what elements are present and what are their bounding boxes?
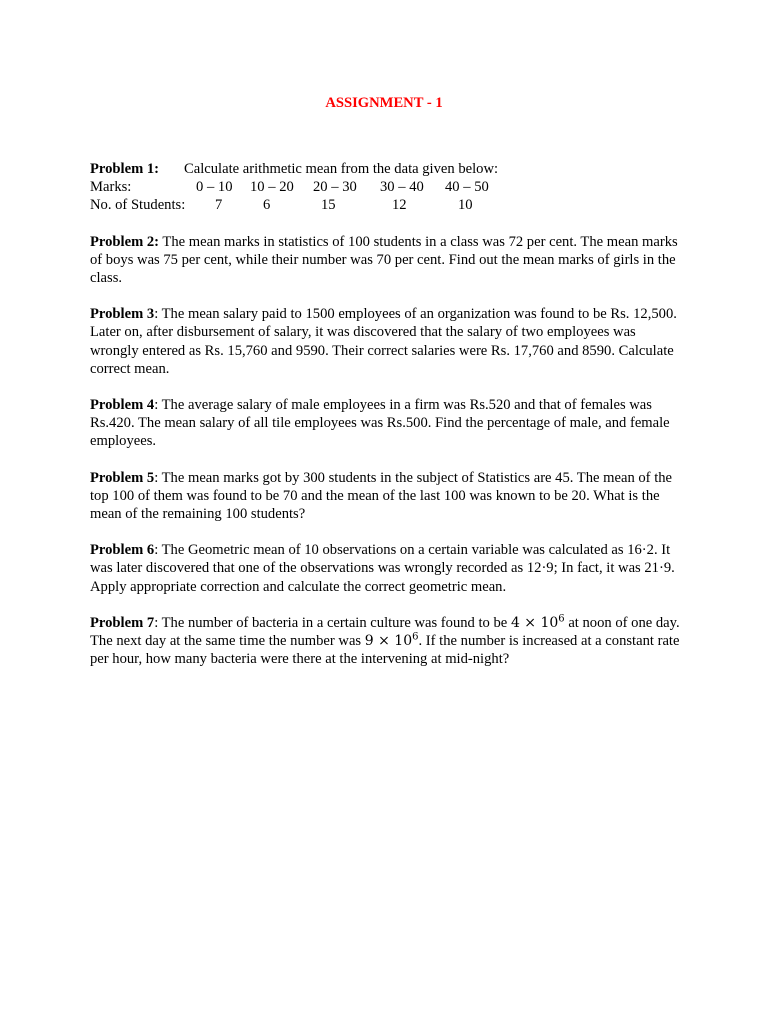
marks-class: 0 – 10: [196, 179, 233, 196]
students-count: 12: [392, 197, 407, 214]
problem-7-label: Problem 7: [90, 614, 155, 631]
problem-6-text: : The Geometric mean of 10 observations on a certain variable was calculated as 16·2. It was later discovered that one of the observations was wrongly recorded as 12·9; In fact, it was 21·9. Apply appropriate correction and calculate the correct geometric mean.: [90, 542, 675, 595]
problem-6: [90, 541, 680, 596]
problem-2-text: The mean marks in statistics of 100 students in a class was 72 per cent. The mean marks of boys was 75 per cent, while their number was 70 per cent. Find out the mean marks of girls in the class.: [90, 233, 678, 286]
problem-1-text: Calculate arithmetic mean from the data given below:: [184, 161, 499, 177]
problem-1-label: Problem 1:: [90, 161, 160, 177]
problem-4-label: Problem 4: [90, 397, 155, 413]
problem-2: [90, 233, 680, 288]
assignment-content: [90, 160, 680, 686]
problem-3-text: : The mean salary paid to 1500 employees of an organization was found to be Rs. 12,500. Later on, after disbursement of salary, it was discovered that the salary of two employees was wrongly entered as Rs. 15,760 and 9590. Their correct salaries were Rs. 17,760 and 8590. Calculate correct mean.: [90, 306, 677, 377]
bacteria-count-noon-exponent: 6: [558, 613, 565, 625]
problem-4: [90, 396, 680, 451]
students-count: 7: [215, 197, 223, 214]
problem-3: [90, 305, 680, 378]
marks-class: 10 – 20: [250, 179, 294, 196]
marks-row: [90, 178, 680, 196]
problem-1: [90, 160, 680, 215]
students-count: 10: [458, 197, 473, 214]
problem-4-text: : The average salary of male employees in a firm was Rs.520 and that of females was Rs.420. The mean salary of all tile employees was Rs.500. Find the percentage of male, and female employees.: [90, 397, 670, 450]
problem-5: [90, 469, 680, 524]
bacteria-count-next-day-base: 9 × 10: [364, 633, 413, 650]
marks-label: Marks:: [90, 179, 132, 196]
problem-6-label: Problem 6: [90, 542, 155, 559]
problem-7-text-b: at noon of one day. The next day at the same time the number was: [90, 614, 680, 650]
problem-3-label: Problem 3: [90, 306, 155, 323]
problem-7: [90, 614, 680, 669]
page-title: ASSIGNMENT - 1: [325, 95, 443, 111]
students-row: [90, 196, 680, 214]
students-count: 6: [263, 197, 271, 214]
problem-1-heading: [90, 160, 680, 178]
bacteria-count-next-day: [365, 633, 419, 649]
bacteria-count-next-day-exponent: 6: [412, 631, 419, 643]
marks-class: 20 – 30: [313, 179, 357, 196]
marks-class: 40 – 50: [445, 179, 489, 196]
problem-5-label: Problem 5: [90, 469, 155, 486]
marks-class: 30 – 40: [380, 179, 424, 196]
bacteria-count-noon-base: 4 × 10: [510, 614, 559, 631]
problem-7-text-c: . If the number is increased at a constant rate per hour, how many bacteria were there at the intervening at mid-night?: [90, 633, 680, 668]
students-count: 15: [321, 197, 336, 214]
students-label: No. of Students:: [90, 197, 186, 214]
problem-2-label: Problem 2:: [90, 233, 160, 250]
problem-7-text-a: : The number of bacteria in a certain culture was found to be: [154, 614, 511, 631]
bacteria-count-noon: [511, 615, 565, 631]
problem-5-text: : The mean marks got by 300 students in the subject of Statistics are 45. The mean of the top 100 of them was found to be 70 and the mean of the last 100 was known to be 20. What is the mean of the remaining 100 students?: [90, 469, 673, 523]
